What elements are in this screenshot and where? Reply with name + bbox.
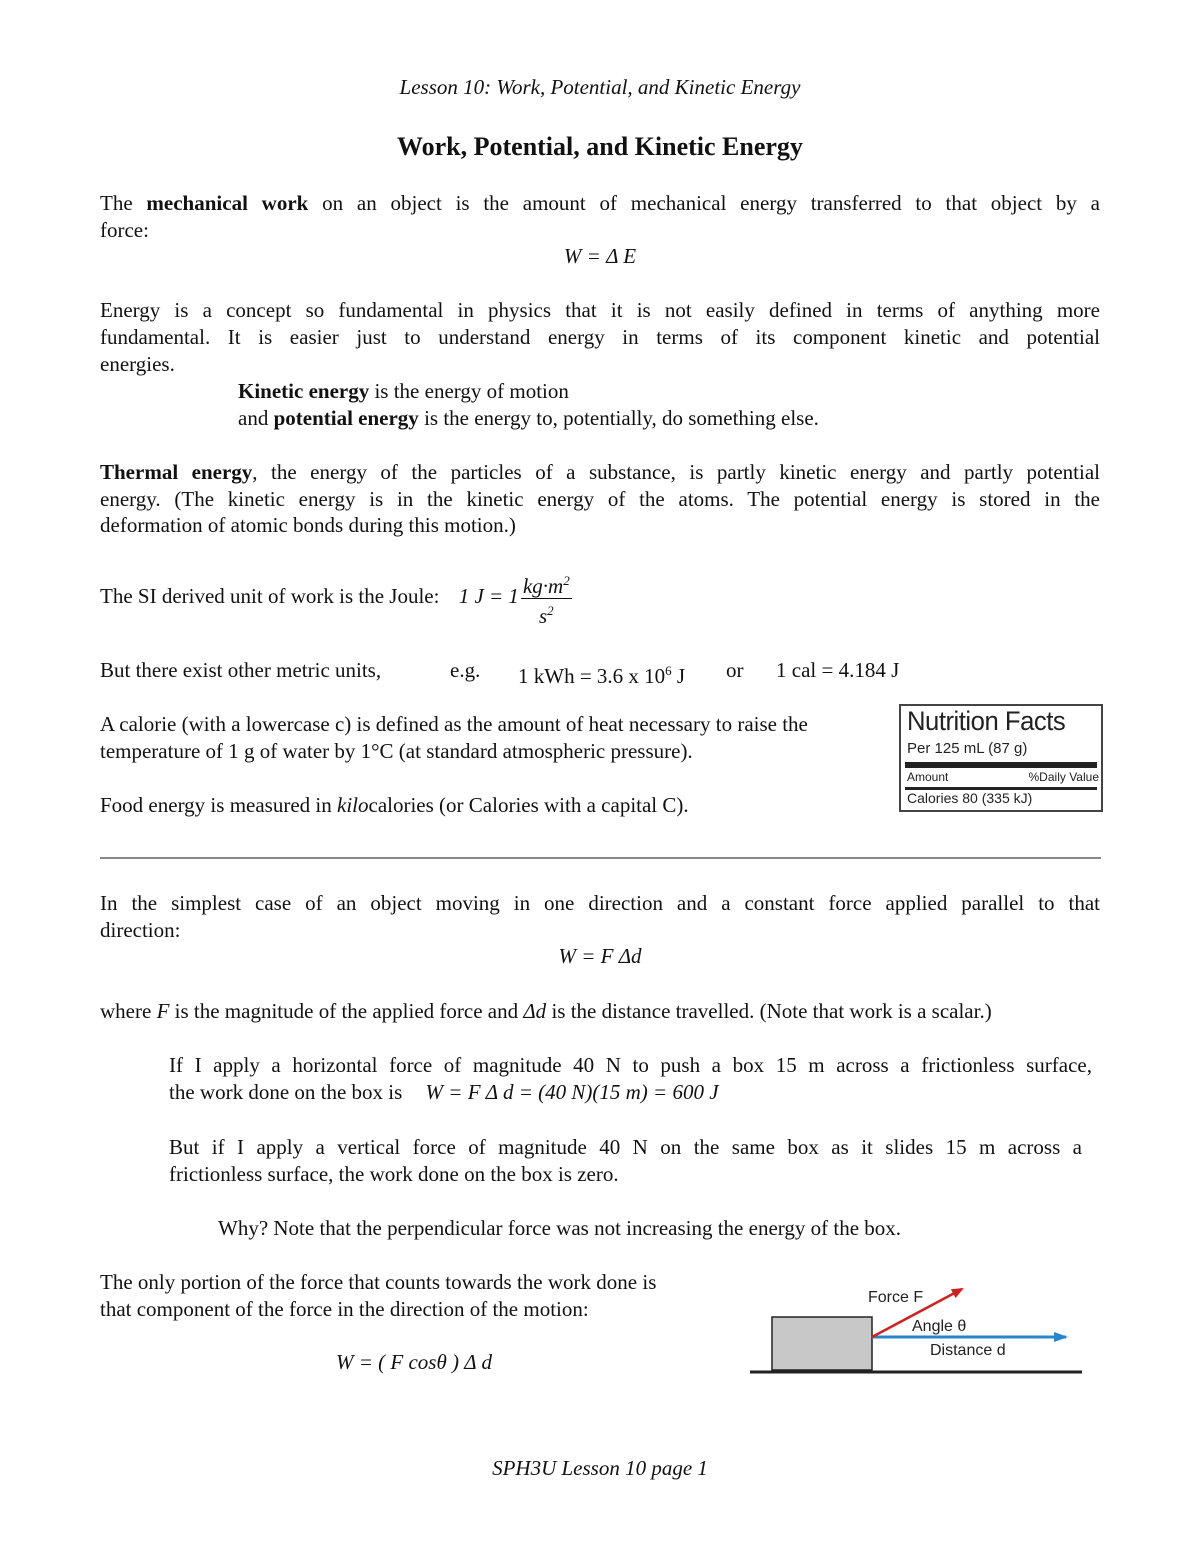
page-footer: SPH3U Lesson 10 page 1 <box>492 1456 708 1480</box>
paragraph-simplest-case-line2: direction: <box>100 918 181 942</box>
force-label: Force F <box>868 1289 924 1306</box>
paragraph-calorie-line2: temperature of 1 g of water by 1°C (at standard atmospheric pressure). <box>100 739 693 763</box>
paragraph-thermal-line1: Thermal energy, the energy of the particles of a substance, is partly kinetic energy and partly potential <box>100 460 1100 484</box>
nutrition-facts-label <box>899 704 1103 812</box>
si-unit-lhs: 1 J = 1 <box>458 584 519 608</box>
paragraph-where: where F is the magnitude of the applied force and Δd is the distance travelled. (Note that work is a scalar.) <box>100 999 992 1023</box>
nutrition-title: Nutrition Facts <box>907 706 1066 736</box>
angle-label: Angle θ <box>912 1318 967 1335</box>
nutrition-daily-value: %Daily Value <box>1028 770 1099 784</box>
paragraph-calorie-line1: A calorie (with a lowercase c) is defined as the amount of heat necessary to raise the <box>100 712 808 736</box>
paragraph-simplest-case-line1: In the simplest case of an object moving in one direction and a constant force applied parallel to that <box>100 891 1100 915</box>
page-title: Work, Potential, and Kinetic Energy <box>397 132 803 161</box>
si-unit-line <box>100 566 1100 628</box>
paragraph-mechanical-work-line2: force: <box>100 218 149 242</box>
example-vertical-line1: But if I apply a vertical force of magnitude 40 N on the same box as it slides 15 m across a <box>169 1135 1082 1159</box>
nutrition-calories: Calories 80 (335 kJ) <box>907 790 1033 806</box>
definition-potential-energy: and potential energy is the energy to, potentially, do something else. <box>238 406 819 430</box>
nutrition-thick-bar <box>905 762 1097 768</box>
example-vertical-line2: frictionless surface, the work done on the box is zero. <box>169 1162 619 1186</box>
paragraph-food-energy: Food energy is measured in kilocalories (or Calories with a capital C). <box>100 793 689 817</box>
paragraph-component-line1: The only portion of the force that counts towards the work done is <box>100 1270 657 1294</box>
example-horizontal-line1: If I apply a horizontal force of magnitude 40 N to push a box 15 m across a frictionless surface, <box>169 1053 1092 1077</box>
paragraph-energy-line2: fundamental. It is easier just to understand energy in terms of its component kinetic and potential <box>100 325 1100 349</box>
nutrition-serving: Per 125 mL (87 g) <box>907 740 1028 757</box>
page-header: Lesson 10: Work, Potential, and Kinetic Energy <box>399 75 801 99</box>
box-shape <box>772 1317 872 1370</box>
equation-work-cos: W = ( F cosθ ) Δ d <box>336 1350 492 1374</box>
paragraph-mechanical-work-line1: The mechanical work on an object is the amount of mechanical energy transferred to that object by a <box>100 191 1100 215</box>
example-horizontal-line2: the work done on the box is W = F Δ d = (40 N)(15 m) = 600 J <box>169 1080 719 1104</box>
why-note: Why? Note that the perpendicular force was not increasing the energy of the box. <box>218 1216 902 1240</box>
equation-horizontal-work: W = F Δ d = (40 N)(15 m) = 600 J <box>425 1080 719 1104</box>
paragraph-energy-line3: energies. <box>100 352 175 376</box>
section-divider <box>100 857 1101 859</box>
si-unit-text: The SI derived unit of work is the Joule: <box>100 584 440 608</box>
distance-label: Distance d <box>930 1342 1006 1359</box>
other-units-line: But there exist other metric units, e.g. 1 kWh = 3.6 x $10^6$ J or 1 cal = 4.184 J <box>100 658 900 688</box>
nutrition-amount: Amount <box>907 770 949 784</box>
paragraph-energy-line1: Energy is a concept so fundamental in physics that it is not easily defined in terms of anything more <box>100 298 1100 322</box>
equation-work-force-distance: W = F Δd <box>558 944 642 968</box>
paragraph-component-line2: that component of the force in the direction of the motion: <box>100 1297 589 1321</box>
equation-work-energy: W = Δ E <box>563 244 637 268</box>
force-diagram <box>748 1280 1088 1380</box>
definition-kinetic-energy: Kinetic energy is the energy of motion <box>238 379 569 403</box>
paragraph-thermal-line3: deformation of atomic bonds during this motion.) <box>100 513 516 537</box>
paragraph-thermal-line2: energy. (The kinetic energy is in the kinetic energy of the atoms. The potential energy is stored in the <box>100 487 1100 511</box>
si-unit-fraction: $\frac{kg\cdot m^2}{s^2}$ <box>521 569 572 628</box>
